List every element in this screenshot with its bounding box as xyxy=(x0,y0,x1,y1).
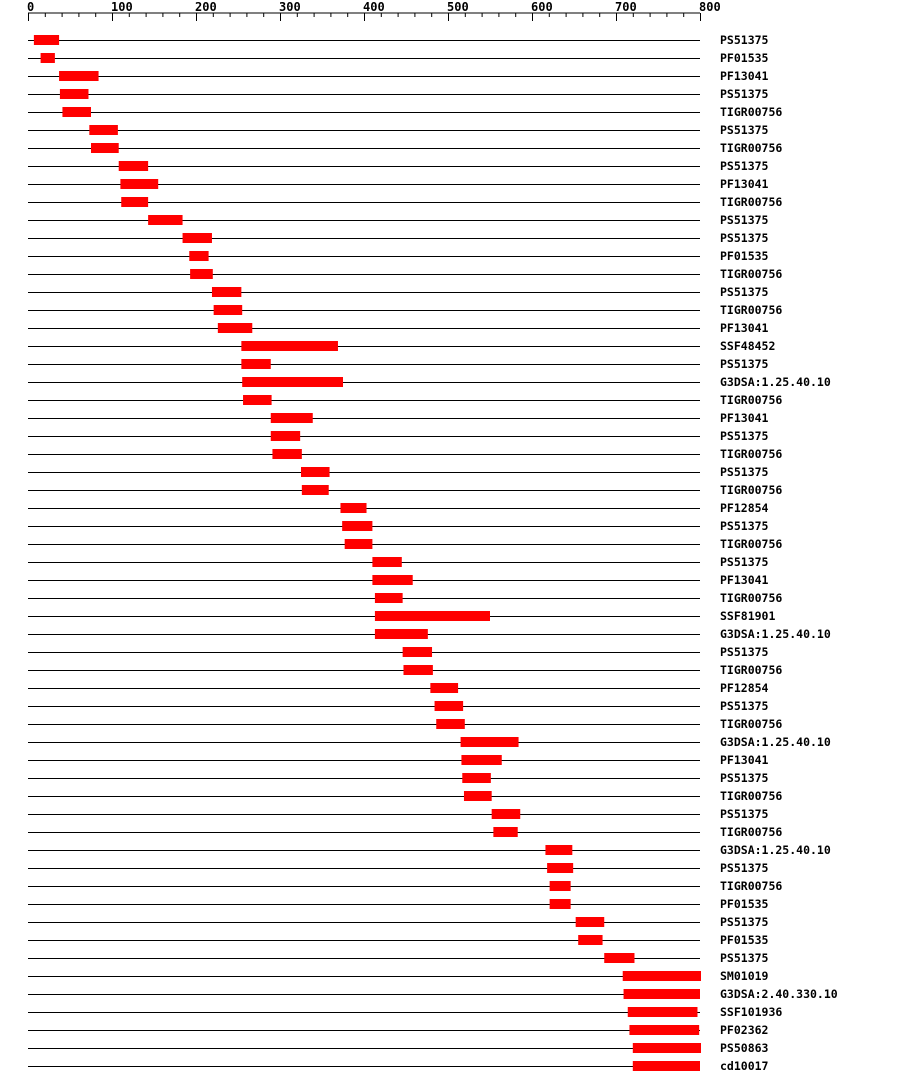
domain-row xyxy=(28,1041,769,1055)
domain-row xyxy=(28,753,769,767)
domain-label: PS51375 xyxy=(720,555,769,569)
axis-tick-label: 800 xyxy=(699,0,721,14)
domain-row xyxy=(28,951,769,965)
domain-bar xyxy=(435,701,464,711)
domain-label: PF02362 xyxy=(720,1023,769,1037)
domain-label: TIGR00756 xyxy=(720,195,783,209)
domain-label: TIGR00756 xyxy=(720,141,783,155)
domain-bar xyxy=(375,593,403,603)
domain-label: PF12854 xyxy=(720,681,769,695)
domain-label: PF13041 xyxy=(720,321,769,335)
domain-row xyxy=(28,879,782,893)
domain-label: PS51375 xyxy=(720,951,769,965)
domain-row xyxy=(28,807,769,821)
domain-label: PF01535 xyxy=(720,249,769,263)
domain-label: G3DSA:2.40.330.10 xyxy=(720,987,838,1001)
domain-row xyxy=(28,537,782,551)
domain-bar xyxy=(62,107,91,117)
domain-row xyxy=(28,69,769,83)
domain-bar xyxy=(633,1061,700,1071)
domain-row xyxy=(28,861,769,875)
domain-row xyxy=(28,321,769,335)
domain-row xyxy=(28,339,775,353)
domain-label: PF13041 xyxy=(720,69,769,83)
domain-label: PS50863 xyxy=(720,1041,769,1055)
domain-bar xyxy=(302,485,329,495)
domain-label: PS51375 xyxy=(720,357,769,371)
domain-row xyxy=(28,33,769,47)
domain-label: G3DSA:1.25.40.10 xyxy=(720,375,831,389)
domain-bar xyxy=(545,845,572,855)
domain-row xyxy=(28,195,782,209)
domain-bar xyxy=(629,1025,699,1035)
domain-label: TIGR00756 xyxy=(720,789,783,803)
domain-bar xyxy=(623,971,701,981)
domain-label: PS51375 xyxy=(720,807,769,821)
axis-tick-label: 700 xyxy=(615,0,637,14)
domain-row xyxy=(28,789,782,803)
domain-bar xyxy=(271,431,300,441)
domain-row xyxy=(28,465,769,479)
domain-label: SM01019 xyxy=(720,969,769,983)
domain-label: G3DSA:1.25.40.10 xyxy=(720,627,831,641)
domain-bar xyxy=(272,449,301,459)
domain-label: SSF48452 xyxy=(720,339,776,353)
axis-tick-label: 100 xyxy=(111,0,133,14)
domain-row xyxy=(28,357,769,371)
domain-label: TIGR00756 xyxy=(720,825,783,839)
domain-row xyxy=(28,609,775,623)
domain-label: TIGR00756 xyxy=(720,717,783,731)
domain-bar xyxy=(604,953,634,963)
domain-row xyxy=(28,627,831,641)
domain-bar xyxy=(271,413,313,423)
domain-bar xyxy=(243,395,272,405)
domain-rows xyxy=(28,33,838,1073)
domain-row xyxy=(28,375,831,389)
domain-row xyxy=(28,231,769,245)
domain-row xyxy=(28,699,769,713)
domain-row xyxy=(28,285,769,299)
domain-row xyxy=(28,1023,768,1037)
domain-row xyxy=(28,123,769,137)
domain-bar xyxy=(550,899,571,909)
domain-row xyxy=(28,213,769,227)
domain-row xyxy=(28,1059,769,1073)
domain-row xyxy=(28,825,782,839)
domain-bar xyxy=(628,1007,698,1017)
domain-bar xyxy=(633,1043,701,1053)
domain-bar xyxy=(189,251,208,261)
domain-bar xyxy=(242,377,343,387)
domain-bar xyxy=(430,683,458,693)
domain-row xyxy=(28,645,769,659)
domain-bar xyxy=(89,125,118,135)
domain-label: TIGR00756 xyxy=(720,447,783,461)
domain-label: PF13041 xyxy=(720,573,769,587)
domain-bar xyxy=(241,341,338,351)
domain-row xyxy=(28,735,831,749)
domain-label: SSF101936 xyxy=(720,1005,783,1019)
domain-row xyxy=(28,771,769,785)
domain-bar xyxy=(576,917,605,927)
scale-axis xyxy=(27,0,721,21)
domain-bar xyxy=(212,287,241,297)
domain-bar xyxy=(34,35,59,45)
axis-tick-label: 200 xyxy=(195,0,217,14)
domain-bar xyxy=(372,557,401,567)
domain-bar xyxy=(403,665,432,675)
domain-row xyxy=(28,105,782,119)
domain-label: TIGR00756 xyxy=(720,537,783,551)
domain-label: PS51375 xyxy=(720,465,769,479)
domain-label: G3DSA:1.25.40.10 xyxy=(720,735,831,749)
domain-bar xyxy=(183,233,212,243)
domain-label: TIGR00756 xyxy=(720,105,783,119)
domain-label: TIGR00756 xyxy=(720,663,783,677)
domain-row xyxy=(28,177,769,191)
domain-row xyxy=(28,501,769,515)
domain-label: PS51375 xyxy=(720,213,769,227)
domain-bar xyxy=(436,719,465,729)
domain-label: PF13041 xyxy=(720,753,769,767)
domain-row xyxy=(28,159,769,173)
axis-tick-label: 500 xyxy=(447,0,469,14)
domain-bar xyxy=(121,197,148,207)
domain-label: TIGR00756 xyxy=(720,393,783,407)
domain-row xyxy=(28,915,769,929)
domain-bar xyxy=(342,521,372,531)
domain-label: PF01535 xyxy=(720,933,769,947)
axis-tick-label: 300 xyxy=(279,0,301,14)
domain-bar xyxy=(41,53,55,63)
domain-row xyxy=(28,897,769,911)
domain-row xyxy=(28,681,769,695)
domain-bar xyxy=(462,773,491,783)
domain-bar xyxy=(375,611,490,621)
domain-row xyxy=(28,591,782,605)
domain-bar xyxy=(403,647,432,657)
domain-bar xyxy=(464,791,492,801)
domain-label: PS51375 xyxy=(720,915,769,929)
domain-label: PS51375 xyxy=(720,519,769,533)
domain-bar xyxy=(214,305,243,315)
domain-bar xyxy=(340,503,366,513)
domain-bar xyxy=(345,539,373,549)
domain-label: PF01535 xyxy=(720,897,769,911)
domain-bar xyxy=(301,467,330,477)
domain-label: TIGR00756 xyxy=(720,879,783,893)
domain-row xyxy=(28,87,769,101)
domain-label: PS51375 xyxy=(720,429,769,443)
domain-bar xyxy=(547,863,573,873)
domain-row xyxy=(28,447,782,461)
domain-row xyxy=(28,267,782,281)
domain-label: PS51375 xyxy=(720,33,769,47)
domain-row xyxy=(28,303,782,317)
domain-bar xyxy=(375,629,428,639)
domain-row xyxy=(28,51,769,65)
domain-label: PS51375 xyxy=(720,699,769,713)
domain-bar xyxy=(461,755,501,765)
domain-bar xyxy=(372,575,412,585)
domain-label: PS51375 xyxy=(720,645,769,659)
domain-label: PF13041 xyxy=(720,411,769,425)
domain-row xyxy=(28,987,838,1001)
domain-bar xyxy=(492,809,521,819)
domain-row xyxy=(28,573,769,587)
domain-label: PS51375 xyxy=(720,231,769,245)
domain-row xyxy=(28,393,782,407)
domain-row xyxy=(28,429,769,443)
domain-row xyxy=(28,411,769,425)
domain-label: SSF81901 xyxy=(720,609,776,623)
domain-label: G3DSA:1.25.40.10 xyxy=(720,843,831,857)
domain-row xyxy=(28,843,831,857)
domain-label: TIGR00756 xyxy=(720,267,783,281)
domain-bar xyxy=(120,179,158,189)
domain-bar xyxy=(578,935,602,945)
domain-bar xyxy=(190,269,213,279)
domain-bar xyxy=(461,737,519,747)
domain-bar xyxy=(218,323,252,333)
domain-label: TIGR00756 xyxy=(720,591,783,605)
domain-row xyxy=(28,969,769,983)
domain-label: TIGR00756 xyxy=(720,303,783,317)
domain-label: PF13041 xyxy=(720,177,769,191)
domain-row xyxy=(28,663,782,677)
domain-row xyxy=(28,519,769,533)
domain-label: PS51375 xyxy=(720,159,769,173)
domain-bar xyxy=(59,71,98,81)
domain-row xyxy=(28,249,769,263)
axis-tick-label: 600 xyxy=(531,0,553,14)
domain-label: PS51375 xyxy=(720,771,769,785)
domain-row xyxy=(28,1005,782,1019)
domain-bar xyxy=(241,359,270,369)
domain-label: PS51375 xyxy=(720,123,769,137)
domain-bar xyxy=(148,215,182,225)
domain-label: PS51375 xyxy=(720,87,769,101)
domain-label: cd10017 xyxy=(720,1059,769,1073)
domain-label: PS51375 xyxy=(720,285,769,299)
domain-bar xyxy=(550,881,571,891)
domain-label: PF01535 xyxy=(720,51,769,65)
domain-bar xyxy=(119,161,148,171)
domain-row xyxy=(28,141,782,155)
axis-tick-label: 400 xyxy=(363,0,385,14)
domain-bar xyxy=(60,89,89,99)
domain-label: TIGR00756 xyxy=(720,483,783,497)
domain-bar xyxy=(624,989,700,999)
domain-row xyxy=(28,555,769,569)
domain-row xyxy=(28,933,769,947)
axis-tick-label: 0 xyxy=(27,0,35,14)
domain-bar xyxy=(91,143,119,153)
domain-row xyxy=(28,483,782,497)
domain-bar xyxy=(493,827,517,837)
domain-label: PF12854 xyxy=(720,501,769,515)
domain-row xyxy=(28,717,782,731)
domain-label: PS51375 xyxy=(720,861,769,875)
